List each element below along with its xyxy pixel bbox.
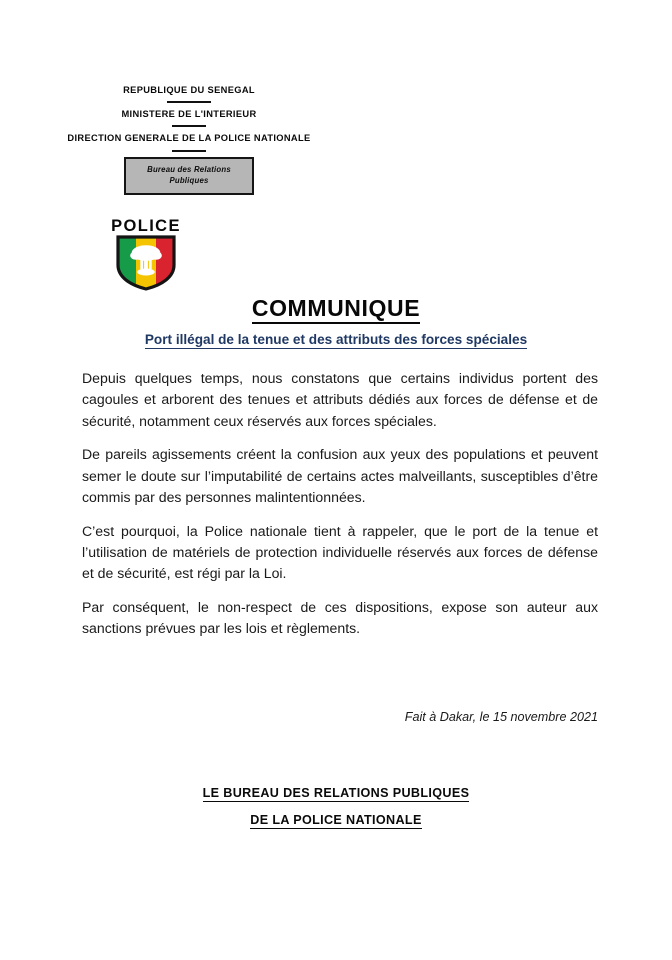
- date-line: Fait à Dakar, le 15 novembre 2021: [404, 710, 598, 724]
- signature-line-1-text: LE BUREAU DES RELATIONS PUBLIQUES: [202, 786, 470, 800]
- body-paragraph: De pareils agissements créent la confusion aux yeux des populations et peuvent semer le doute sur l’imputabilité de certains actes malveillants, susceptibles d’être commis par des personnes malintentionnées.: [82, 446, 598, 505]
- bureau-box-line-1: Bureau des Relations: [147, 164, 231, 174]
- signature-line-2: [0, 813, 672, 827]
- letterhead-republic: REPUBLIQUE DU SENEGAL: [123, 85, 255, 95]
- letterhead-divider-2: [172, 125, 206, 127]
- letterhead-divider-1: [167, 101, 211, 103]
- signature-line-1: [0, 786, 672, 800]
- body-paragraph: Depuis quelques temps, nous constatons que certains individus portent des cagoules et arborent des tenues et attributs dédiés aux forces de défense et de sécurité, notamment ceux réservés aux forces spéciales.: [82, 370, 598, 429]
- body-paragraph: Par conséquent, le non-respect de ces dispositions, expose son auteur aux sanctions prévues par les lois et règlements.: [82, 599, 598, 637]
- letterhead-direction: DIRECTION GENERALE DE LA POLICE NATIONALE: [67, 133, 311, 143]
- police-emblem: [103, 218, 189, 291]
- letterhead-ministry: MINISTERE DE L'INTERIEUR: [121, 109, 257, 119]
- page-subtitle: [0, 332, 672, 347]
- bureau-relations-publiques-box: [124, 157, 254, 195]
- emblem-wordmark: POLICE: [111, 217, 181, 235]
- signature-line-2-text: DE LA POLICE NATIONALE: [250, 813, 422, 827]
- bureau-box-line-2: Publiques: [169, 176, 209, 185]
- signature-block: [0, 786, 672, 840]
- body-paragraph: C’est pourquoi, la Police nationale tient à rappeler, que le port de la tenue et l’utilisation de matériels de protection individuelle réservés aux forces de défense et de sécurité, est régi par la Loi.: [82, 522, 598, 582]
- document-body: [82, 368, 598, 652]
- letterhead: [64, 84, 314, 195]
- page-title: [0, 295, 672, 322]
- page-subtitle-text: Port illégal de la tenue et des attributs des forces spéciales: [144, 332, 528, 347]
- page-title-text: COMMUNIQUE: [252, 295, 420, 324]
- letterhead-divider-3: [172, 150, 206, 152]
- shield-icon: [115, 235, 177, 291]
